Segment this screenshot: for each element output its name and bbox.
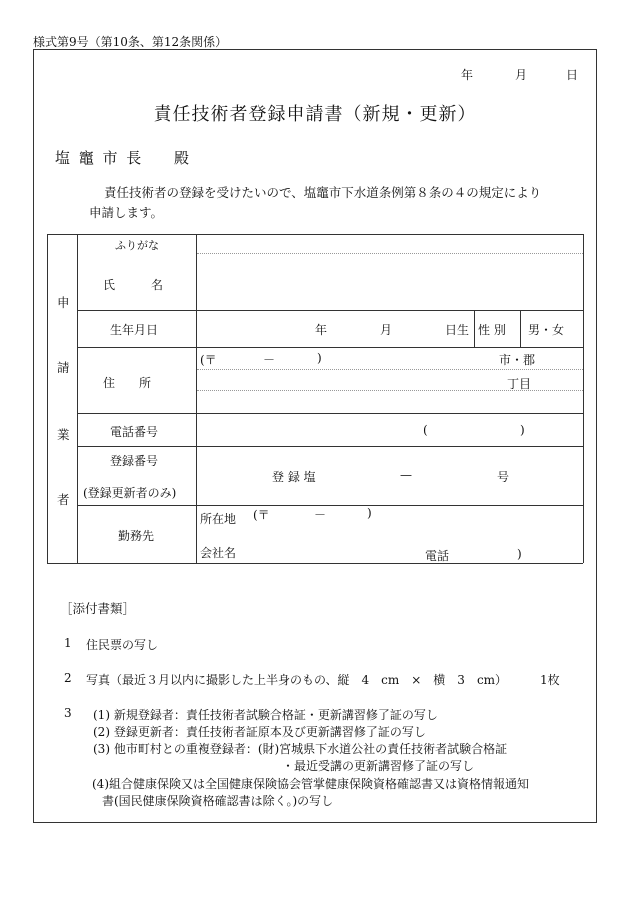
workplace-label: 勤務先 (118, 529, 155, 543)
birth-day-unit: 日生 (445, 323, 470, 337)
attachment-item-3-3: (3) 他市町村との重複登録者：(財)宮城県下水道公社の責任技術者試験合格証 (93, 742, 508, 756)
date-day-label: 日 (566, 68, 579, 82)
attachment-item-3-1: (1) 新規登録者：責任技術者試験合格証・更新講習修了証の写し (93, 708, 438, 722)
phone-close-paren: ) (520, 423, 525, 437)
work-postal-suffix: ) (367, 506, 372, 520)
side-label-char: 申 (57, 295, 70, 310)
date-month-label: 月 (515, 68, 528, 82)
addressee-name: 塩 竈 市 長 (55, 149, 144, 167)
intro-line-2: 申請します。 (89, 205, 164, 220)
birth-label: 生年月日 (110, 323, 159, 337)
gender-label: 性 別 (478, 323, 506, 337)
work-postal-dash: － (314, 508, 327, 522)
addressee-honorific: 殿 (174, 149, 190, 167)
birth-month-unit: 月 (380, 323, 393, 337)
attachment-item-3-3b: ・最近受講の更新講習修了証の写し (282, 759, 475, 773)
address-label: 住 所 (103, 376, 152, 390)
birth-year-unit: 年 (315, 323, 328, 337)
attachments-title: ［添付書類］ (60, 601, 136, 616)
attachment-number: 3 (64, 706, 72, 720)
registration-suffix: 号 (497, 470, 510, 484)
side-label-char: 業 (57, 427, 70, 442)
registration-sublabel: (登録更新者のみ) (83, 486, 177, 500)
date-year-label: 年 (461, 68, 474, 82)
registration-label: 登録番号 (110, 454, 159, 468)
gender-options[interactable]: 男・女 (528, 323, 565, 337)
attachment-item-3-2: (2) 登録更新者：責任技術者証原本及び更新講習修了証の写し (93, 725, 426, 739)
work-postal-prefix: (〒 (253, 508, 270, 522)
attachment-item-2-qty: 1枚 (540, 673, 560, 687)
intro-line-1: 責任技術者の登録を受けたいので、塩竈市下水道条例第８条の４の規定により (104, 185, 542, 200)
attachment-item-3-4a: (4)組合健康保険又は全国健康保険協会管掌健康保険資格確認書又は資格情報通知 (92, 777, 530, 791)
attachment-item-1: 住民票の写し (86, 638, 159, 652)
name-label: 氏 名 (103, 278, 164, 292)
postal-dash: － (263, 353, 276, 367)
side-label-char: 者 (57, 492, 70, 507)
location-label: 所在地 (200, 512, 237, 526)
company-label: 会社名 (200, 546, 237, 560)
attachment-item-2: 写真（最近３月以内に撮影した上半身のもの、縦 4 cm × 横 3 cm） (86, 673, 508, 687)
phone-open-paren: ( (423, 423, 428, 437)
registration-prefix: 登 録 塩 (272, 470, 316, 484)
attachment-number: 2 (64, 671, 72, 685)
side-label-char: 請 (57, 360, 70, 375)
postal-prefix: (〒 (200, 353, 217, 367)
work-phone-label: 電話 (425, 549, 450, 563)
page-title: 責任技術者登録申請書（新規・更新） (153, 104, 477, 125)
city-label: 市・郡 (499, 353, 536, 367)
form-number: 様式第9号（第10条、第12条関係） (33, 35, 228, 49)
attachment-item-3-4b: 書(国民健康保険資格確認書は除く。)の写し (102, 794, 334, 808)
registration-dash: — (400, 468, 412, 482)
phone-label: 電話番号 (110, 425, 159, 439)
postal-suffix: ) (317, 351, 322, 365)
attachment-number: 1 (64, 636, 72, 650)
chome-label: 丁目 (507, 377, 532, 391)
work-phone-close-paren: ) (517, 547, 522, 561)
furigana-label: ふりがな (115, 239, 159, 252)
